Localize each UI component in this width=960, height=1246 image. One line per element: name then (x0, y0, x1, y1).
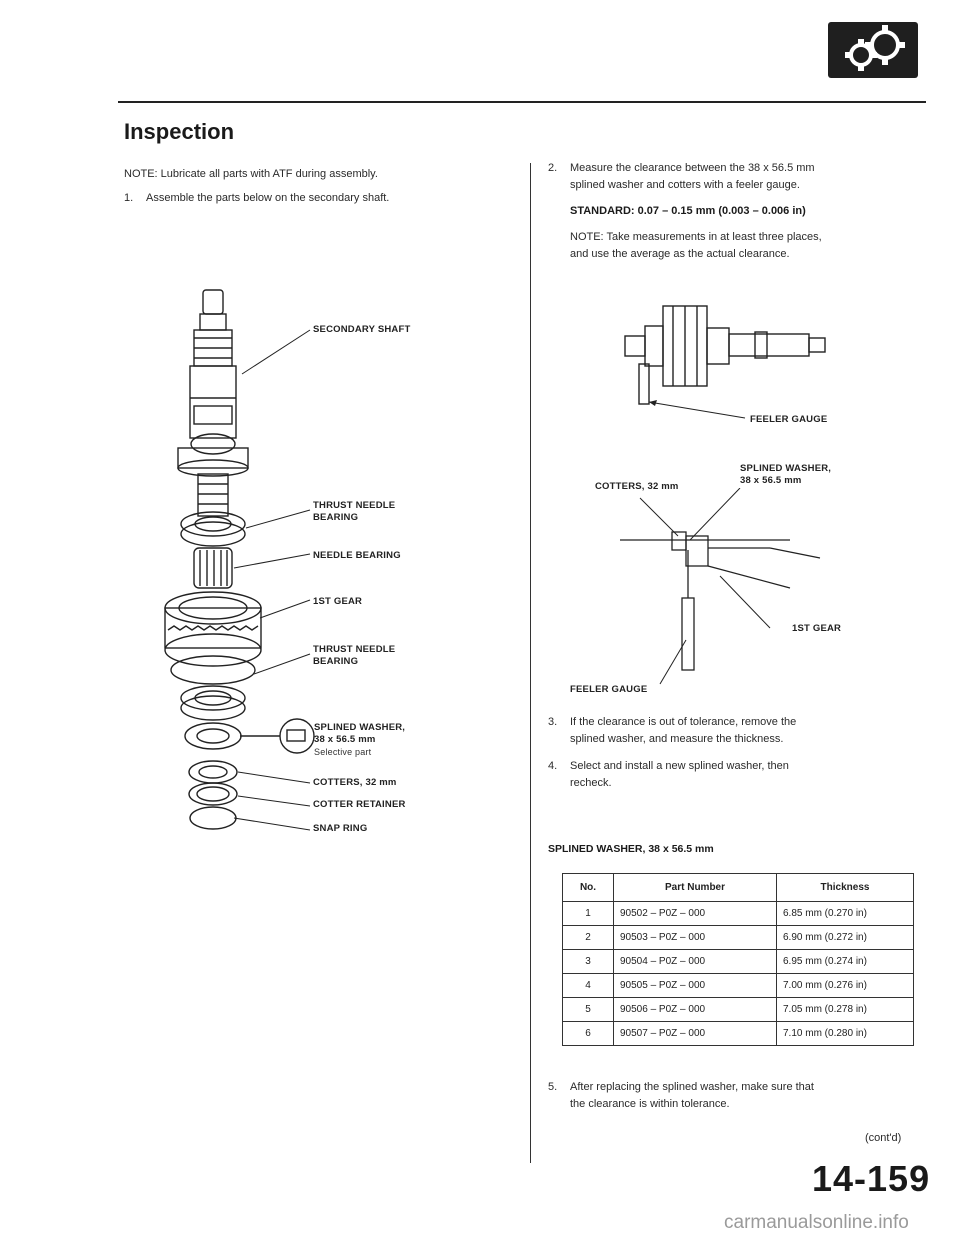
label-splined-washer-a: SPLINED WASHER, (314, 722, 406, 733)
step-1 (124, 190, 389, 207)
row-no: 2 (563, 926, 614, 950)
gear-transmission-icon (828, 22, 918, 78)
row-thickness: 7.10 mm (0.280 in) (777, 1022, 914, 1046)
page-title: Inspection (124, 119, 235, 144)
step-5 (548, 1079, 814, 1096)
row-thickness: 7.00 mm (0.276 in) (777, 974, 914, 998)
table-row (563, 998, 914, 1022)
table-row (563, 950, 914, 974)
row-part-number: 90502 – P0Z – 000 (614, 902, 777, 926)
header-part-number: Part Number (614, 874, 777, 902)
step-2-number: 2. (548, 162, 558, 174)
label-cw-feeler-gauge: FEELER GAUGE (570, 684, 648, 695)
row-no: 5 (563, 998, 614, 1022)
step-4-text-a: Select and install a new splined washer, then (570, 760, 789, 772)
step-1-number: 1. (124, 192, 134, 204)
table-header-row (563, 874, 914, 902)
label-cw-cotters: COTTERS, 32 mm (595, 481, 679, 492)
row-no: 3 (563, 950, 614, 974)
label-snap-ring: SNAP RING (313, 823, 368, 834)
step-3-number: 3. (548, 716, 558, 728)
row-part-number: 90507 – P0Z – 000 (614, 1022, 777, 1046)
row-part-number: 90504 – P0Z – 000 (614, 950, 777, 974)
header-thickness: Thickness (777, 874, 914, 902)
row-part-number: 90505 – P0Z – 000 (614, 974, 777, 998)
label-splined-washer-b: 38 x 56.5 mm (314, 734, 376, 745)
row-no: 4 (563, 974, 614, 998)
step-1-text: Assemble the parts below on the secondary shaft. (146, 192, 390, 204)
row-thickness: 6.85 mm (0.270 in) (777, 902, 914, 926)
table-row (563, 1022, 914, 1046)
step-3 (548, 714, 796, 731)
standard-clearance: STANDARD: 0.07 – 0.15 mm (0.003 – 0.006 in) (570, 205, 806, 217)
label-thrust-needle-bearing-2a: THRUST NEEDLE (313, 644, 396, 655)
step-3-text-a: If the clearance is out of tolerance, remove the (570, 716, 797, 728)
step-2-text-a: Measure the clearance between the 38 x 56.5 mm (570, 162, 815, 174)
row-thickness: 7.05 mm (0.278 in) (777, 998, 914, 1022)
label-cw-1st-gear: 1ST GEAR (792, 623, 842, 634)
watermark: carmanualsonline.info (724, 1212, 909, 1233)
label-thrust-needle-bearing-1b: BEARING (313, 512, 359, 523)
label-splined-washer-c: Selective part (314, 747, 372, 757)
header-rule (118, 101, 926, 103)
label-feeler-gauge-top: FEELER GAUGE (750, 414, 828, 425)
table-row (563, 902, 914, 926)
page-number: 14-159 (812, 1158, 931, 1199)
row-thickness: 6.95 mm (0.274 in) (777, 950, 914, 974)
step-4-text-b: recheck. (570, 777, 612, 789)
row-no: 6 (563, 1022, 614, 1046)
label-cotter-retainer: COTTER RETAINER (313, 799, 406, 810)
row-part-number: 90506 – P0Z – 000 (614, 998, 777, 1022)
label-thrust-needle-bearing-2b: BEARING (313, 656, 359, 667)
row-part-number: 90503 – P0Z – 000 (614, 926, 777, 950)
step-4 (548, 758, 789, 775)
step-2-text-b: splined washer and cotters with a feeler gauge. (570, 179, 800, 191)
label-secondary-shaft: SECONDARY SHAFT (313, 324, 411, 335)
header-no: No. (563, 874, 614, 902)
table-row (563, 926, 914, 950)
column-divider (530, 163, 531, 1163)
step-5-text-b: the clearance is within tolerance. (570, 1098, 730, 1110)
measurement-note-a: NOTE: Take measurements in at least three places, (570, 231, 822, 243)
clearance-closeup-diagram (590, 488, 840, 688)
step-5-text-a: After replacing the splined washer, make sure that (570, 1081, 814, 1093)
shaft-feeler-gauge-diagram (615, 298, 845, 428)
label-cw-splined-washer-a: SPLINED WASHER, (740, 463, 832, 474)
measurement-note-b: and use the average as the actual clearance. (570, 248, 790, 260)
label-needle-bearing: NEEDLE BEARING (313, 550, 401, 561)
label-cotters: COTTERS, 32 mm (313, 777, 397, 788)
table-title: SPLINED WASHER, 38 x 56.5 mm (548, 843, 714, 855)
step-4-number: 4. (548, 760, 558, 772)
continued-note: (cont'd) (865, 1132, 902, 1144)
table-row (563, 974, 914, 998)
splined-washer-table (562, 873, 914, 1046)
label-1st-gear: 1ST GEAR (313, 596, 363, 607)
step-2 (548, 160, 815, 177)
label-thrust-needle-bearing-1a: THRUST NEEDLE (313, 500, 396, 511)
step-5-number: 5. (548, 1081, 558, 1093)
row-thickness: 6.90 mm (0.272 in) (777, 926, 914, 950)
lubrication-note: NOTE: Lubricate all parts with ATF during assembly. (124, 168, 378, 180)
label-cw-splined-washer-b: 38 x 56.5 mm (740, 475, 802, 486)
row-no: 1 (563, 902, 614, 926)
step-3-text-b: splined washer, and measure the thickness. (570, 733, 784, 745)
